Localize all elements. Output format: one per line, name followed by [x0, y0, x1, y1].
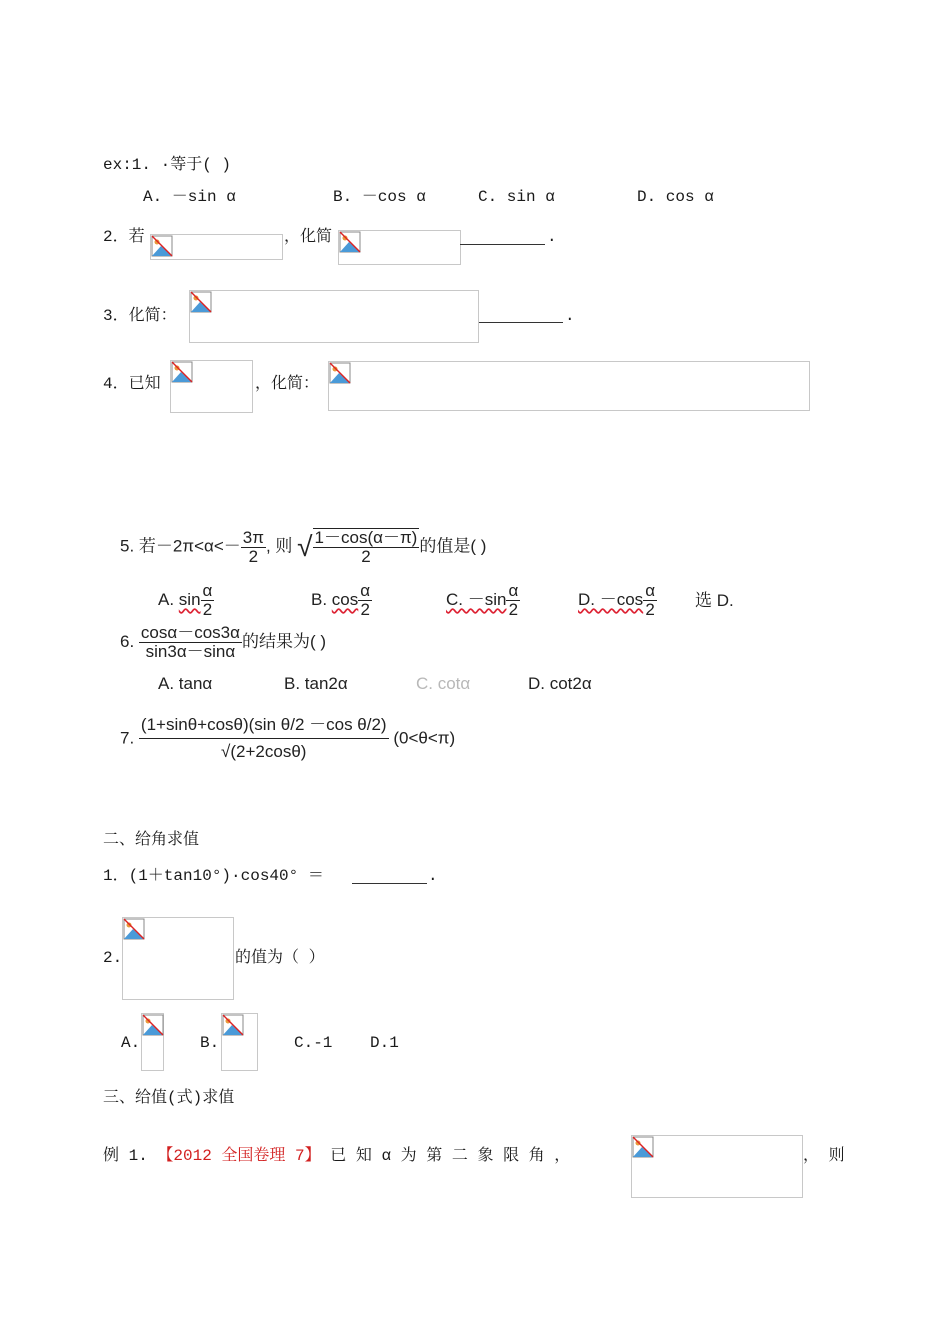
broken-image-placeholder	[631, 1135, 803, 1198]
q7-number: 7.	[120, 728, 135, 748]
q7-stem	[120, 712, 455, 765]
q4-mid: ，化简：	[255, 375, 320, 393]
q6-number: 6.	[120, 631, 135, 651]
q7-tail: (0<θ<π)	[393, 728, 456, 748]
q5-option-a-label: A.	[158, 589, 175, 609]
q2-mid: ，化简	[284, 228, 333, 246]
q6-option-a: A. tanα	[158, 674, 213, 693]
q5-number: 5.	[120, 536, 135, 556]
broken-image-icon	[329, 362, 351, 384]
q6-frac-den: sin3α－sinα	[145, 642, 236, 661]
half-angle-frac: $\frac{\alpha}{2}$	[508, 581, 519, 619]
section2-q1-blank	[352, 865, 427, 884]
section2-q2-option-b: B.	[200, 1034, 220, 1052]
q6-option-d: D. cot2α	[528, 674, 592, 693]
q5-root-fraction	[313, 528, 420, 566]
q2-end: .	[547, 228, 557, 246]
broken-image-icon	[151, 235, 173, 257]
broken-image-placeholder	[122, 917, 234, 1000]
ex1-option-a: A. －sin α	[143, 188, 236, 206]
broken-image-icon	[123, 918, 145, 940]
q6-fraction	[139, 624, 242, 661]
q3-label: 3．化简：	[103, 307, 177, 325]
section2-q2-option-a: A.	[121, 1034, 141, 1052]
section3-example	[103, 1145, 570, 1167]
q5-frac-num: 3π	[242, 527, 264, 547]
section3-title: 三、给值(式)求值	[103, 1089, 235, 1107]
q5-option-b-label: B.	[311, 589, 328, 609]
exam-source-tag: 【2012 全国卷理 7】	[157, 1147, 321, 1165]
broken-image-placeholder	[328, 361, 810, 411]
q5-frac-den: 2	[248, 546, 259, 566]
q5-option-d	[578, 582, 657, 619]
broken-image-icon	[171, 361, 193, 383]
section2-q2-text: 的值为（ ）	[235, 949, 325, 967]
q5-option-d-label: D. －cos	[578, 589, 644, 609]
q6-option-c: C. cotα	[416, 674, 471, 693]
ex1-option-b: B. －cos α	[333, 188, 426, 206]
q7-fraction	[139, 712, 389, 765]
broken-image-icon	[190, 291, 212, 313]
broken-image-icon	[222, 1014, 244, 1036]
half-angle-frac: $\frac{\alpha}{2}$	[645, 581, 656, 619]
ex1-stem: ex:1. ·等于( )	[103, 156, 232, 174]
q6-stem	[120, 624, 326, 661]
q5-option-c	[446, 582, 520, 619]
q5-option-b-func: cos	[331, 589, 359, 609]
broken-image-placeholder	[338, 230, 461, 265]
broken-image-placeholder	[150, 234, 283, 260]
q5-fraction	[241, 529, 266, 566]
q7-frac-num: (1+sinθ+cosθ)(sin θ/2 －cos θ/2)	[139, 712, 389, 739]
q4-label: 4．已知	[103, 375, 161, 393]
ex1-option-c: C. sin α	[478, 188, 555, 206]
q6-option-b: B. tan2α	[284, 674, 348, 693]
sqrt-sign: √	[297, 531, 313, 562]
broken-image-placeholder	[170, 360, 253, 413]
q5-option-a-func: sin	[178, 589, 201, 609]
q5-option-a	[158, 582, 214, 619]
q2-label: 2．若	[103, 228, 145, 246]
q5-root-den: 2	[361, 547, 371, 566]
q7-frac-den: √(2+2cosθ)	[221, 742, 307, 761]
broken-image-icon	[142, 1014, 164, 1036]
section2-title: 二、给角求值	[103, 831, 200, 849]
section2-q2-option-c: C.-1	[294, 1034, 333, 1052]
q5-lead: 若－2π<α<－	[138, 536, 241, 556]
section3-example-end: ， 则	[803, 1147, 845, 1165]
section2-q1: 1．(1＋tan10°)·cos40° ＝	[103, 867, 324, 885]
q5-then: , 则	[265, 536, 293, 556]
q5-root-num: 1－cos(α－π)	[314, 528, 418, 547]
example-text: 已 知 α 为 第 二 象 限 角 ，	[330, 1147, 571, 1165]
q5-tail: 的值是( )	[419, 536, 487, 556]
q2-answer-blank	[460, 226, 545, 245]
section2-q2-number: 2.	[103, 949, 123, 967]
ex1-option-d: D. cos α	[637, 188, 714, 206]
broken-image-placeholder	[141, 1013, 164, 1071]
q6-frac-num: cosα－cos3α	[140, 623, 240, 642]
section2-q1-end: .	[428, 867, 438, 885]
broken-image-placeholder	[221, 1013, 258, 1071]
broken-image-placeholder	[189, 290, 479, 343]
section2-q2-option-d: D.1	[370, 1034, 399, 1052]
q3-end: .	[565, 307, 575, 325]
broken-image-icon	[339, 231, 361, 253]
q3-answer-blank	[479, 304, 563, 323]
q5-option-b	[311, 582, 372, 619]
half-angle-frac: $\frac{\alpha}{2}$	[360, 581, 371, 619]
q6-tail: 的结果为( )	[241, 631, 326, 651]
q5-stem	[120, 528, 486, 566]
broken-image-icon	[632, 1136, 654, 1158]
q5-answer-note: 选 D.	[695, 591, 734, 610]
half-angle-frac: $\frac{\alpha}{2}$	[202, 581, 213, 619]
example-label: 例 1.	[103, 1147, 148, 1165]
q5-option-c-label: C. －sin	[446, 589, 507, 609]
